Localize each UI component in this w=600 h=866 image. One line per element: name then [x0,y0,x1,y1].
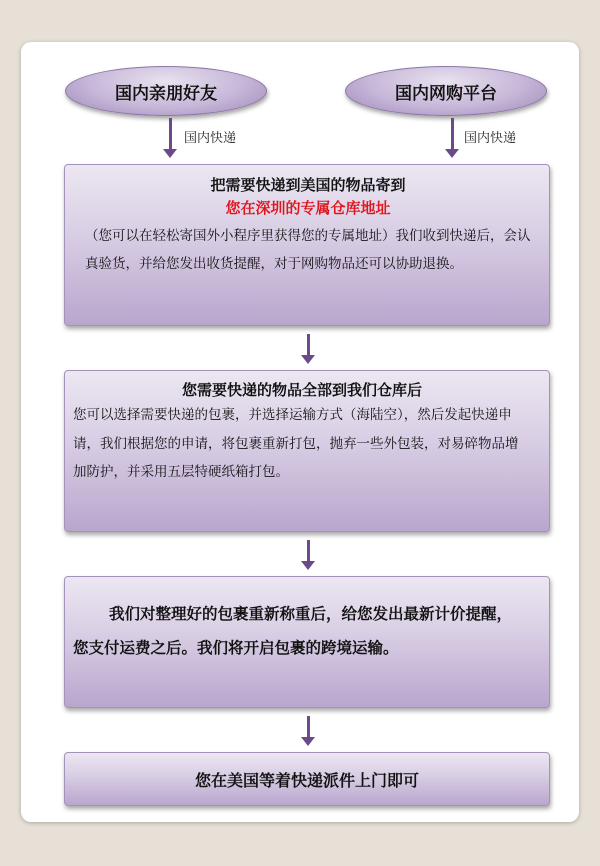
arrow-right-label: 国内快递 [464,131,517,146]
step-2-title: 您需要快递的物品全部到我们仓库后 [181,381,422,399]
step-3-body: 我们对整理好的包裹重新称重后，给您发出最新计价提醒，您支付运费之后。我们将开启包裹的跨境运输。 [73,605,513,657]
arrow-left-label: 国内快递 [184,131,237,146]
step-3-box [64,576,550,708]
source-friends-family [65,66,267,116]
step-4-title: 您在美国等着快递派件上门即可 [194,770,419,790]
arrow-right-to-step1 [445,118,459,158]
arrow-left-to-step1 [163,118,177,158]
step-2-body: 您可以选择需要快递的包裹，并选择运输方式（海陆空），然后发起快递申请，我们根据您的申请，将包裹重新打包，抛弃一些外包装，对易碎物品增加防护，并采用五层特硬纸箱打包。 [73,407,519,480]
arrow-step3-to-step4 [301,716,315,746]
source-online-shopping [345,66,547,116]
step-4-box [64,752,550,806]
arrow-step1-to-step2 [301,334,315,364]
step-2-box [64,370,550,532]
arrow-step2-to-step3 [301,540,315,570]
step-1-title: 把需要快递到美国的物品寄到 [210,176,406,194]
step-1-body: （您可以在轻松寄国外小程序里获得您的专属地址）我们收到快递后，会认真验货，并给您发出收货提醒，对于网购物品还可以协助退换。 [85,228,531,272]
step-1-box [64,164,550,326]
step-1-highlight: 您在深圳的专属仓库地址 [225,199,391,217]
source-friends-family-label: 国内亲朋好友 [115,83,217,104]
source-online-shopping-label: 国内网购平台 [395,83,497,104]
